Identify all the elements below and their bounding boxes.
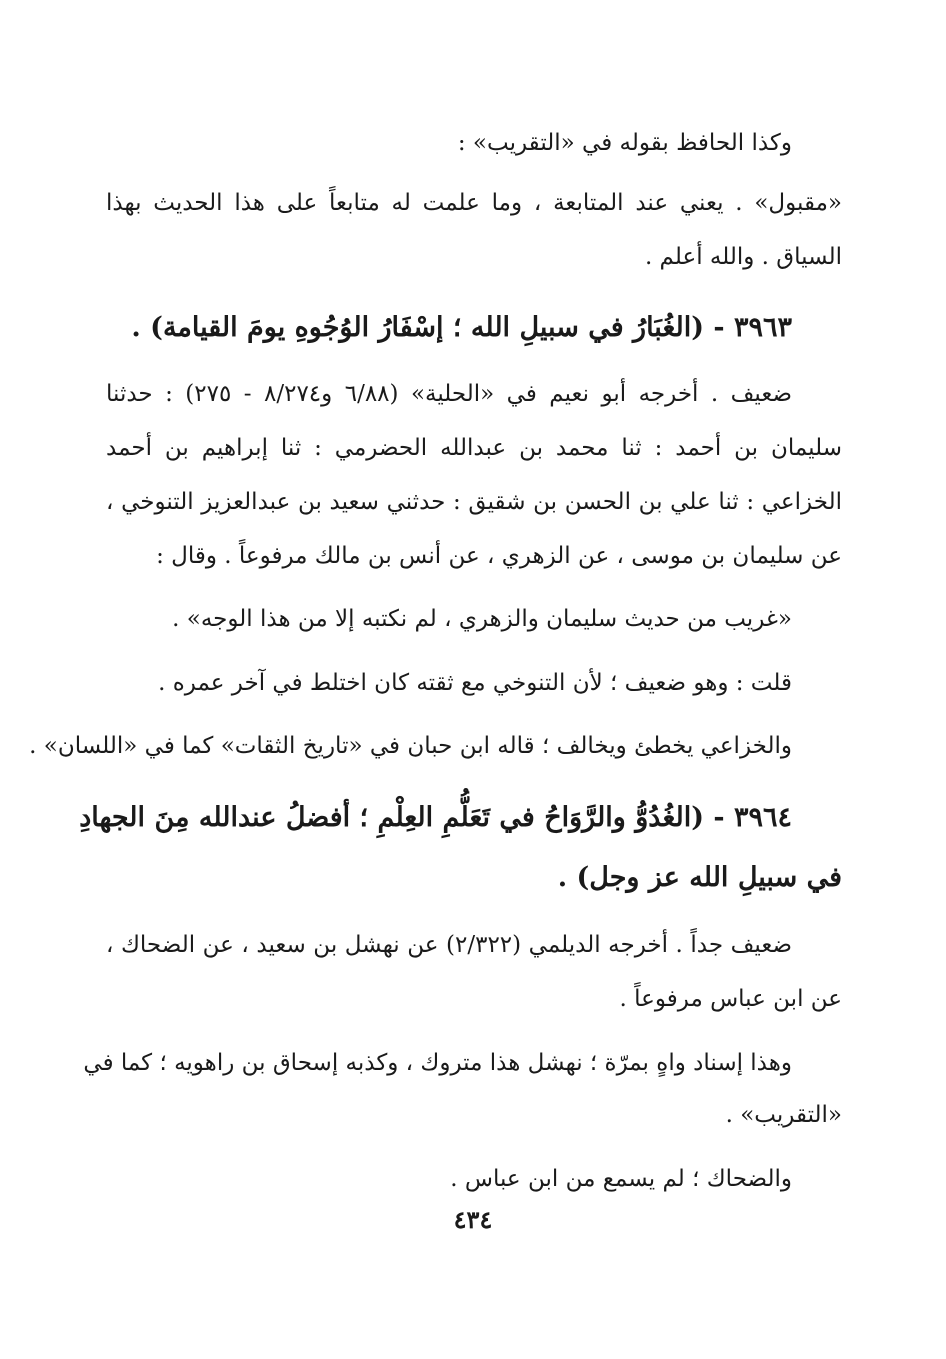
hadith-heading-3964-cont: في سبيلِ الله عز وجل) . bbox=[557, 862, 842, 893]
hadith-heading-3963: ٣٩٦٣ - (الغُبَارُ في سبيلِ الله ؛ إسْفَارُ الوُجُوهِ يومَ القيامة) . bbox=[131, 312, 792, 343]
text-line: «غريب من حديث سليمان والزهري ، لم نكتبه إلا من هذا الوجه» . bbox=[172, 606, 792, 632]
text-line: والضحاك ؛ لم يسمع من ابن عباس . bbox=[450, 1166, 792, 1192]
text-line: عن سليمان بن موسى ، عن الزهري ، عن أنس بن مالك مرفوعاً . وقال : bbox=[156, 543, 842, 569]
text-line: قلت : وهو ضعيف ؛ لأن التنوخي مع ثقته كان اختلط في آخر عمره . bbox=[158, 670, 792, 696]
text-line: ضعيف جداً . أخرجه الديلمي (٢/٣٢٢) عن نهشل بن سعيد ، عن الضحاك ، bbox=[106, 932, 792, 958]
text-line: الخزاعي : ثنا علي بن الحسن بن شقيق : حدثني سعيد بن عبدالعزيز التنوخي ، bbox=[106, 489, 842, 515]
text-line: «مقبول» . يعني عند المتابعة ، وما علمت له متابعاً على هذا الحديث بهذا bbox=[106, 190, 842, 216]
text-line: والخزاعي يخطئ ويخالف ؛ قاله ابن حبان في «تاريخ الثقات» كما في «اللسان» . bbox=[29, 733, 792, 759]
page-number: ٤٣٤ bbox=[453, 1205, 493, 1234]
text-line: ضعيف . أخرجه أبو نعيم في «الحلية» (٦/٨٨ و٨/٢٧٤ - ٢٧٥) : حدثنا bbox=[106, 381, 793, 407]
text-line: سليمان بن أحمد : ثنا محمد بن عبدالله الحضرمي : ثنا إبراهيم بن أحمد bbox=[106, 435, 842, 461]
text-line: وكذا الحافظ بقوله في «التقريب» : bbox=[457, 130, 792, 156]
text-line: وهذا إسناد واهٍ بمرّة ؛ نهشل هذا متروك ، وكذبه إسحاق بن راهويه ؛ كما في bbox=[83, 1050, 792, 1076]
text-line: «التقريب» . bbox=[725, 1102, 842, 1128]
text-line: عن ابن عباس مرفوعاً . bbox=[619, 986, 842, 1012]
hadith-heading-3964: ٣٩٦٤ - (الغُدُوُّ والرَّوَاحُ في تَعَلُّمِ العِلْمِ ؛ أفضلُ عندالله مِنَ الجهادِ bbox=[79, 802, 792, 833]
text-line: السياق . والله أعلم . bbox=[644, 244, 842, 270]
